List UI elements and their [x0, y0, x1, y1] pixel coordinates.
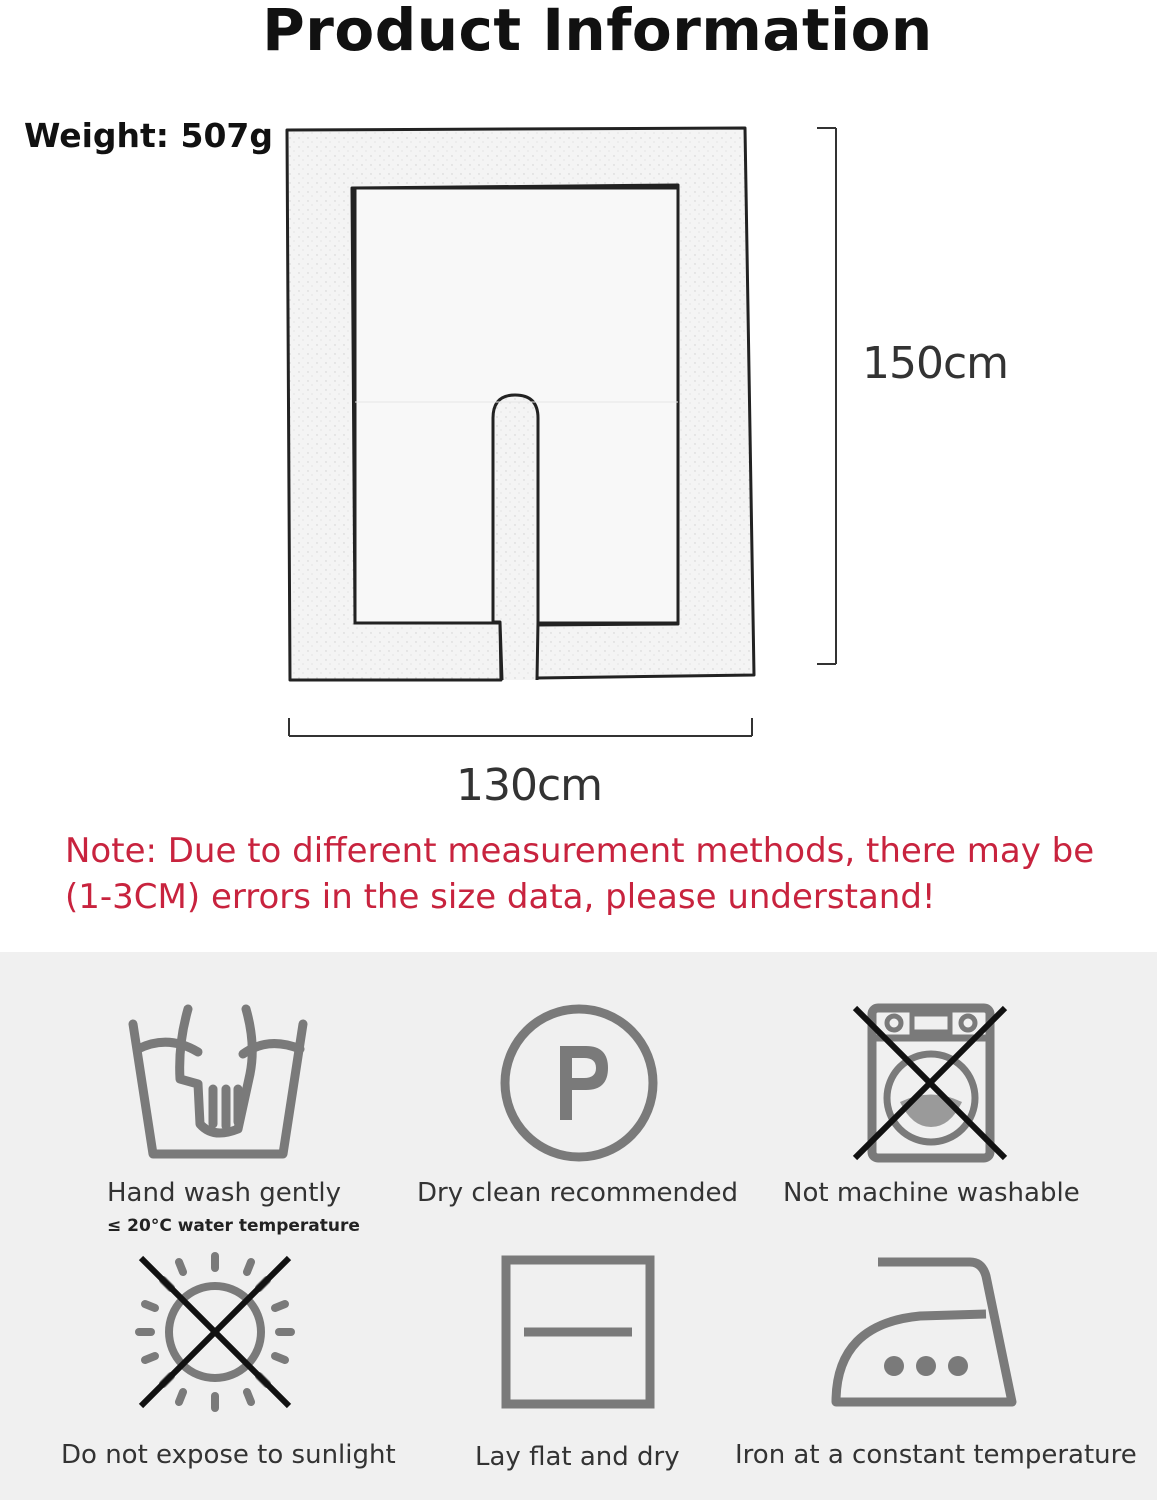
- measurement-note: Note: Due to different measurement methods, there may be (1-3CM) errors in the size data, please understand!: [65, 831, 1095, 917]
- lay-flat-dry-icon: [500, 1254, 656, 1410]
- height-dimension-bracket: [817, 128, 836, 664]
- height-dimension-label: 150cm: [862, 338, 1009, 389]
- hand-wash-icon: [128, 1004, 308, 1164]
- iron-icon: [830, 1254, 1020, 1410]
- care-label-no-sunlight: Do not expose to sunlight: [61, 1440, 396, 1470]
- care-label-dry-clean: Dry clean recommended: [417, 1178, 739, 1208]
- care-label-lay-flat: Lay flat and dry: [475, 1442, 680, 1472]
- width-dimension-label: 130cm: [456, 760, 603, 811]
- no-sunlight-icon: [135, 1252, 295, 1412]
- care-label-hand-wash: Hand wash gently: [107, 1178, 341, 1208]
- care-sub-hand-wash: ≤ 20°C water temperature: [107, 1216, 360, 1236]
- dry-clean-icon: [498, 1002, 660, 1164]
- care-label-no-machine-wash: Not machine washable: [783, 1178, 1080, 1208]
- page-title: Product Information: [262, 0, 933, 64]
- care-instructions-panel: [0, 952, 1157, 1500]
- weight-label: Weight: 507g: [24, 116, 273, 155]
- width-dimension-bracket: [289, 718, 752, 736]
- no-machine-wash-icon: [850, 1002, 1010, 1164]
- blanket-slit: [493, 395, 538, 680]
- care-label-iron: Iron at a constant temperature: [735, 1440, 1137, 1470]
